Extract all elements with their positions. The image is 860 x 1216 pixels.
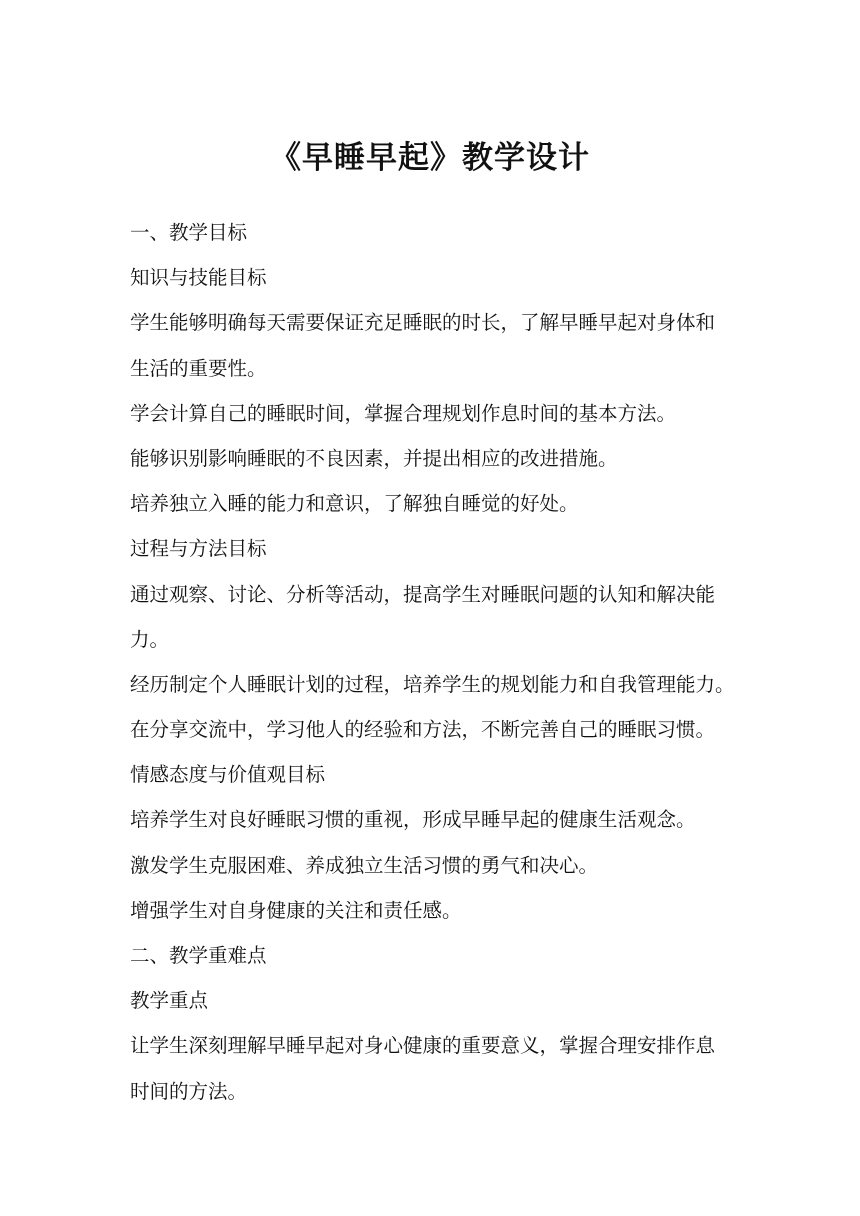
document-body <box>130 210 745 1114</box>
section-heading-key-difficulties: 二、教学重难点 <box>130 944 267 967</box>
paragraph-line: 让学生深刻理解早睡早起对身心健康的重要意义，掌握合理安排作息 <box>130 1034 716 1058</box>
subheading-teaching-focus: 教学重点 <box>130 989 209 1013</box>
paragraph-line: 在分享交流中，学习他人的经验和方法，不断完善自己的睡眠习惯。 <box>130 718 716 742</box>
section-heading-teaching-goals: 一、教学目标 <box>130 221 248 244</box>
paragraph-line: 经历制定个人睡眠计划的过程，培养学生的规划能力和自我管理能力。 <box>130 672 735 696</box>
paragraph-line: 能够识别影响睡眠的不良因素，并提出相应的改进措施。 <box>130 446 618 470</box>
paragraph-line: 培养学生对良好睡眠习惯的重视，形成早睡早起的健康生活观念。 <box>130 808 696 832</box>
paragraph-line: 通过观察、讨论、分析等活动，提高学生对睡眠问题的认知和解决能 <box>130 582 716 606</box>
paragraph-line: 生活的重要性。 <box>130 356 267 380</box>
subheading-emotion-values: 情感态度与价值观目标 <box>130 763 326 787</box>
paragraph-line: 力。 <box>130 627 170 651</box>
subheading-process-methods: 过程与方法目标 <box>130 537 267 561</box>
paragraph-line: 学生能够明确每天需要保证充足睡眠的时长，了解早睡早起对身体和 <box>130 311 716 335</box>
paragraph-line: 激发学生克服困难、养成独立生活习惯的勇气和决心。 <box>130 853 599 877</box>
document-title: 《早睡早起》教学设计 <box>270 140 590 176</box>
paragraph-line: 学会计算自己的睡眠时间，掌握合理规划作息时间的基本方法。 <box>130 401 677 425</box>
paragraph-line: 培养独立入睡的能力和意识，了解独自睡觉的好处。 <box>130 492 579 516</box>
paragraph-line: 增强学生对自身健康的关注和责任感。 <box>130 898 462 922</box>
paragraph-line: 时间的方法。 <box>130 1079 248 1103</box>
subheading-knowledge-skills: 知识与技能目标 <box>130 266 267 290</box>
